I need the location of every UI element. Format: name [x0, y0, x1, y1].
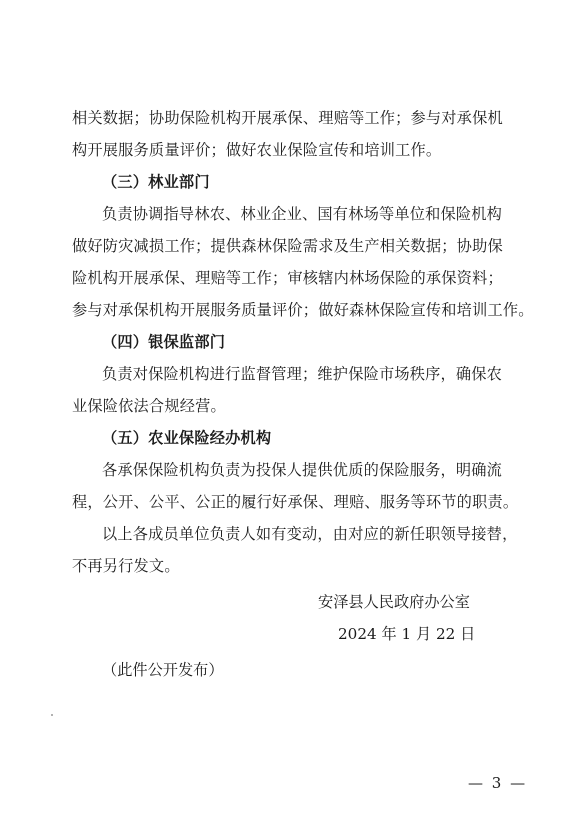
body-line: 相关数据；协助保险机构开展承保、理赔等工作；参与对承保机	[72, 109, 503, 127]
closing-line: 不再另行发文。	[72, 557, 180, 575]
body-line: 业保险依法合规经营。	[72, 397, 226, 415]
section-heading-regulator: （四）银保监部门	[102, 333, 226, 351]
scan-speck	[51, 714, 53, 716]
section-heading-agency: （五）农业保险经办机构	[102, 429, 272, 447]
body-line: 各承保保险机构负责为投保人提供优质的保险服务，明确流	[102, 461, 503, 479]
body-line: 负责对保险机构进行监督管理；维护保险市场秩序，确保农	[102, 365, 503, 383]
page-number: — 3 —	[468, 774, 528, 792]
issue-date: 2024 年 1 月 22 日	[338, 625, 476, 643]
closing-line: 以上各成员单位负责人如有变动，由对应的新任职领导接替，	[102, 525, 518, 543]
body-line: 程，公开、公平、公正的履行好承保、理赔、服务等环节的职责。	[72, 493, 519, 511]
body-line: 参与对承保机构开展服务质量评价；做好森林保险宣传和培训工作。	[72, 301, 534, 319]
section-heading-forestry: （三）林业部门	[102, 173, 210, 191]
body-line: 负责协调指导林农、林业企业、国有林场等单位和保险机构	[102, 205, 503, 223]
issuing-organization: 安泽县人民政府办公室	[318, 593, 470, 611]
body-line: 构开展服务质量评价；做好农业保险宣传和培训工作。	[72, 141, 442, 159]
publish-note: （此件公开发布）	[102, 661, 224, 679]
body-line: 险机构开展承保、理赔等工作；审核辖内林场保险的承保资料；	[72, 269, 503, 287]
body-line: 做好防灾减损工作；提供森林保险需求及生产相关数据；协助保	[72, 237, 503, 255]
